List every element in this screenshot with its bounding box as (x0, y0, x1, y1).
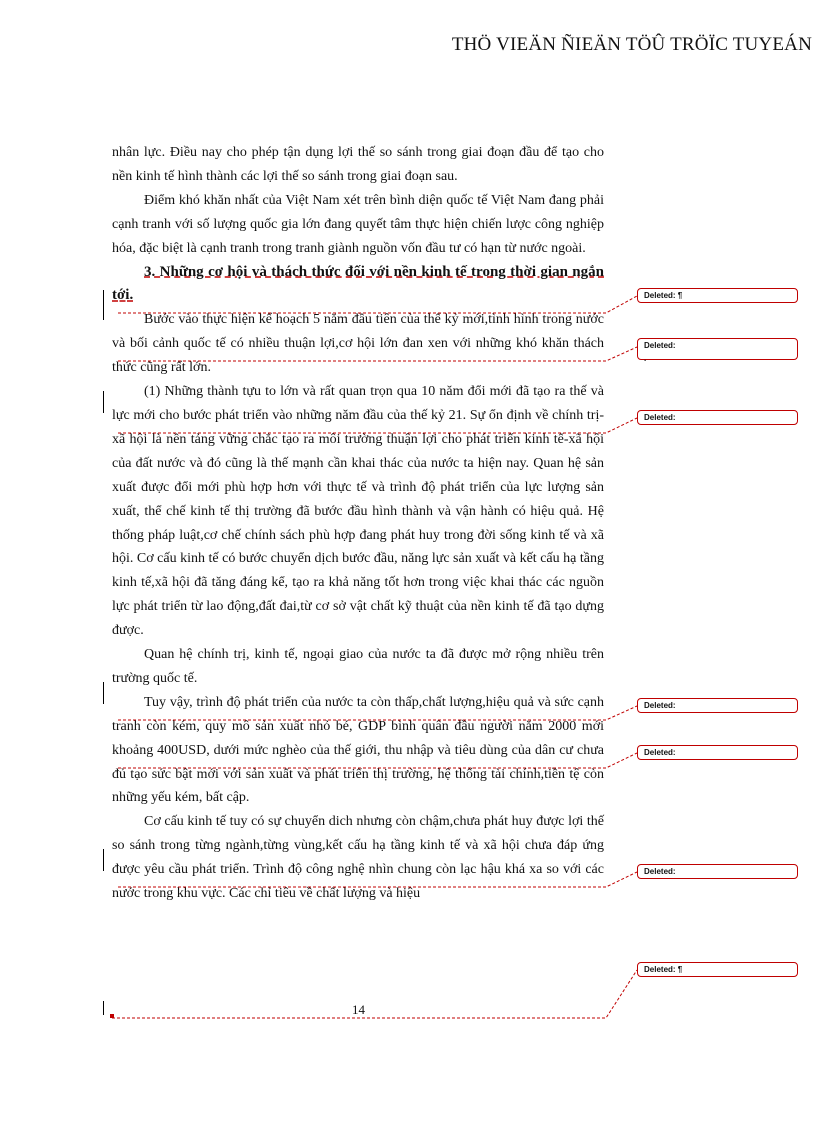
page-number: 14 (352, 1002, 365, 1017)
balloon-label: Deleted: (644, 965, 676, 974)
revision-balloon[interactable] (637, 698, 798, 713)
connector-line (112, 970, 637, 1018)
change-bar (103, 849, 104, 871)
change-bar (103, 391, 104, 413)
balloon-label: Deleted: (644, 291, 676, 300)
balloon-label: Deleted: (644, 341, 676, 350)
revision-balloon[interactable] (637, 745, 798, 760)
balloon-label: Deleted: (644, 701, 676, 710)
change-bar (103, 682, 104, 704)
section-heading: 3. Những cơ hội và thách thức đối với nền kinh tế trong thời gian ngắn tới. (112, 263, 604, 304)
paragraph: Điểm khó khăn nhất của Việt Nam xét trên bình diện quốc tế Việt Nam đang phải cạnh tranh với số lượng quốc gia lớn đang quyết tâm thực hiện chiến lược công nghiệp hóa, đặc biệt là cạnh tranh trong tranh giành nguồn vốn đầu tư có hạn từ nước ngoài. (112, 192, 604, 256)
revision-balloon[interactable] (637, 410, 798, 425)
revision-balloon[interactable] (637, 338, 798, 363)
change-bar (103, 1001, 104, 1015)
balloon-mark: . (644, 354, 647, 363)
paragraph: nhân lực. Điều nay cho phép tận dụng lợi thế so sánh trong giai đoạn đầu để tạo cho nền kinh tế hình thành các lợi thế so sánh trong giai đoạn sau. (112, 145, 604, 184)
document-body (112, 141, 604, 906)
paragraph-mark-icon: ¶ (677, 291, 683, 300)
paragraph-mark-icon: ¶ (677, 965, 683, 974)
paragraph: Cơ cấu kinh tế tuy có sự chuyển dich nhưng còn chậm,chưa phát huy được lợi thế so sánh trong từng ngành,từng vùng,kết cấu hạ tầng kinh tế và xã hội chưa đáp ứng được yêu cầu phát triển. Trình độ công nghệ nhìn chung còn lạc hậu khá xa so với các nước trong khu vực. Các chỉ tiêu về chất lượng và hiệu (112, 814, 604, 902)
insertion-anchor (110, 1014, 114, 1018)
balloon-label: Deleted: (644, 867, 676, 876)
revision-balloon[interactable] (637, 288, 798, 303)
balloon-label: Deleted: (644, 748, 676, 757)
balloon-label: Deleted: (644, 413, 676, 422)
running-header: THÖ VIEÄN ÑIEÄN TÖÛ TRÖÏC TUYEÁN (451, 34, 812, 55)
paragraph: Quan hệ chính trị, kinh tế, ngoại giao của nước ta đã được mở rộng nhiều trên trường quốc tế. (112, 647, 604, 686)
revision-balloon[interactable] (637, 864, 798, 879)
paragraph: Tuy vậy, trình độ phát triển của nước ta còn thấp,chất lượng,hiệu quả và sức cạnh tranh còn kém, quy mô sản xuất nhỏ bé, GDP bình quân đầu người năm 2000 mới khoảng 400USD, dưới mức nghèo của thế giới, thu nhập và tiêu dùng của dân cư chưa đủ tạo sức bật mới với sản xuất và phát triển thị trường, hệ thống tài chính,tiền tệ còn những yếu kém, bất cập. (112, 694, 604, 806)
revision-balloon[interactable] (637, 962, 798, 977)
paragraph: Bước vào thực hiện kế hoạch 5 năm đầu tiên của thế kỷ mới,tình hình trong nước và bối cảnh quốc tế có nhiều thuận lợi,cơ hội lớn đan xen với những khó khăn thách thức cũng rất lớn. (112, 312, 604, 376)
change-bar (103, 290, 104, 320)
paragraph: (1) Những thành tựu to lớn và rất quan trọn qua 10 năm đổi mới đã tạo ra thế và lực mới cho bước phát triển vào những năm đầu của thế kỷ 21. Sự ổn định về chính trị-xã hội là nền tảng vững chắc tạo ra môi trường thuận lợi cho phát triển kinh tế-xã hội của đất nước và đó cũng là thế mạnh cần khai thác của nước ta hiện nay. Quan hệ sản xuất được đổi mới phù hợp hơn với thực tế và trình độ phát triển của lực lượng sản xuất, thể chế kinh tế thị trường đã bước đầu hình thành và vận hành có hiệu quả. Hệ thống pháp luật,cơ chế chính sách phù hợp đang phát huy trong đời sống kinh tế và xã hội. Cơ cấu kinh tế có bước chuyển dịch bước đầu, năng lực sản xuất và kết cấu hạ tầng kinh tế,xã hội đã tăng đáng kể, tạo ra khả năng tốt hơn trong việc khai thác các nguồn lực phát triển từ lao động,đất đai,từ cơ sở vật chất kỹ thuật của nền kinh tế đã tạo dựng được. (112, 384, 604, 639)
